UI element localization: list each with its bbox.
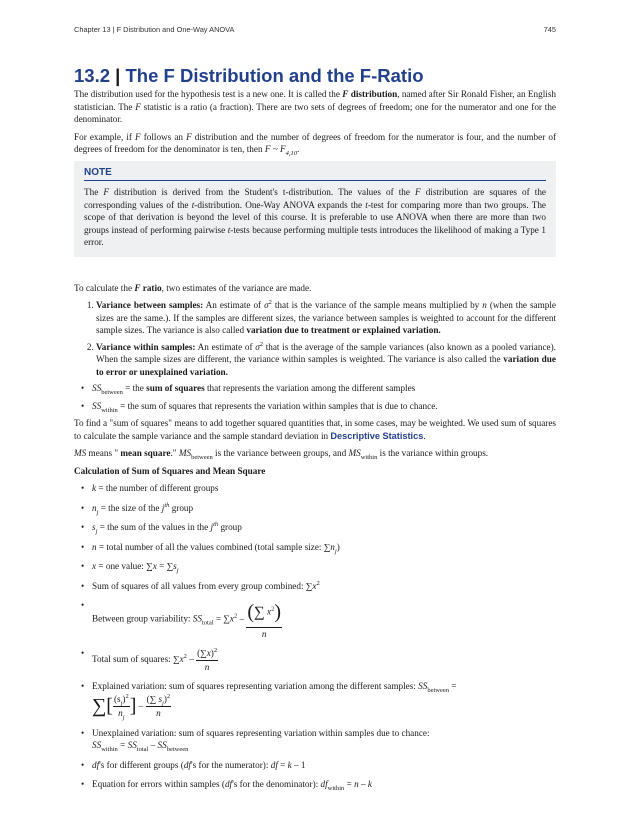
list-item: • $n_j$ = the size of the $j^{th}$ group	[92, 502, 556, 515]
list-item: • $SS_{between}$ = the sum of squares that represents the variation among the different samples	[92, 382, 556, 395]
note-box	[74, 161, 556, 257]
mean-square-paragraph: MS means " mean square." $MS_{between}$ is the variance between groups, and $MS_{within}$ is the variance within groups.	[74, 448, 489, 462]
intro-paragraph-1: The distribution used for the hypothesis test is a new one. It is called the F distribution, named after Sir Ronald Fisher, an English statistician. The F statistic is a ratio (a fraction). There are two sets of degrees of freedom; one for the numerator and one for the denominator.	[74, 89, 556, 125]
calc-heading: Calculation of Sum of Squares and Mean Square	[74, 465, 266, 476]
section-title: 13.2 | The F Distribution and the F-Ratio	[74, 65, 424, 86]
ratio-intro: To calculate the F ratio, two estimates of the variance are made.	[74, 282, 312, 293]
list-item: • Explained variation: sum of squares representing variation among the different samples: $SS_{between}$ = ∑[ $\frac{(s_j)^2}{n_j}$ ] – $\frac{(\sum s_j)^2}{n}$	[92, 680, 556, 720]
list-item: • Sum of squares of all values from every group combined: $\sum x^2$	[92, 580, 556, 593]
explained-fraction-1: $\frac{(s_j)^2}{n_j}$	[113, 693, 129, 721]
list-item: • Equation for errors within samples (df's for the denominator): $df_{within} = n - k$	[92, 778, 556, 791]
total-fraction: $\frac{(\sum x)^2}{n}$	[197, 647, 218, 672]
list-item: • Between group variability: $SS_{total} = \sum x^2$ – $\frac{(\sum x^2)}{n}$	[92, 599, 556, 640]
descriptive-statistics-link[interactable]: Descriptive Statistics	[330, 430, 424, 441]
explained-fraction-2: $\frac{(\sum s_j)^2}{n}$	[146, 693, 171, 718]
between-fraction: $\frac{(\sum x^2)}{n}$	[247, 601, 282, 639]
intro-paragraph-2: For example, if F follows an F distribution and the number of degrees of freedom for the numerator is four, and the number of degrees of freedom for the denominator is ten, then F ~ $F_{4,10}$.	[74, 131, 557, 157]
sum-of-squares-paragraph: To find a "sum of squares" means to add together squared quantities that, in some cases, may be weighted. We used sum of squares to calculate the sample variance and the sample standard deviation in Descriptive Statistics.	[74, 418, 556, 441]
list-item: • Unexplained variation: sum of squares representing variation within samples due to chance: $SS_{within} = SS_{total} - SS_{between}$	[92, 727, 556, 752]
list-item: • Total sum of squares: $\sum x^2$ – $\frac{(\sum x)^2}{n}$	[92, 647, 556, 673]
calc-list	[74, 482, 556, 791]
note-text: The F distribution is derived from the Student's t-distribution. The values of the F distribution are squares of the corresponding values of the t-distribution. One-Way ANOVA expands the t-test for comparing more than two groups. The scope of that derivation is beyond the level of this course. It is preferable to use ANOVA when there are more than two groups instead of performing pairwise t-tests because performing multiple tests introduces the likelihood of making a Type 1 error.	[84, 187, 546, 248]
list-item: • $s_j$ = the sum of the values in the $j^{th}$ group	[92, 521, 556, 534]
page-number: 745	[543, 25, 556, 34]
list-item: 2. Variance within samples: An estimate of $\sigma^2$ that is the average of the sample variances (also known as a pooled variance). When the sample sizes are different, the variance within samples is weighted. The variance is also called the variation due to error or unexplained variation.	[96, 341, 556, 379]
list-item: • k = the number of different groups	[92, 482, 556, 495]
ss-definitions-list	[74, 382, 556, 412]
chapter-label: Chapter 13 | F Distribution and One-Way ANOVA	[74, 25, 235, 34]
f-distribution-term: distribution	[350, 89, 398, 99]
list-item: • df's for different groups (df's for the numerator): df = k – 1	[92, 759, 556, 772]
list-item: 1. Variance between samples: An estimate of $\sigma^2$ that is the variance of the sample means multiplied by n (when the sample sizes are the same.). If the samples are different sizes, the variance between samples is weighted to account for the different sample sizes. The variance is also called variation due to treatment or explained variation.	[96, 299, 556, 337]
note-title: NOTE	[84, 166, 546, 182]
list-item: • x = one value: $\sum x = \sum s_j$	[92, 560, 556, 573]
list-item: • $SS_{within}$ = the sum of squares that represents the variation within samples that is due to chance.	[92, 400, 556, 413]
section-body	[74, 88, 556, 798]
running-head	[74, 25, 556, 35]
variance-estimates-list	[74, 299, 556, 378]
list-item: • n = total number of all the values combined (total sample size: $\sum n_j$)	[92, 541, 556, 554]
